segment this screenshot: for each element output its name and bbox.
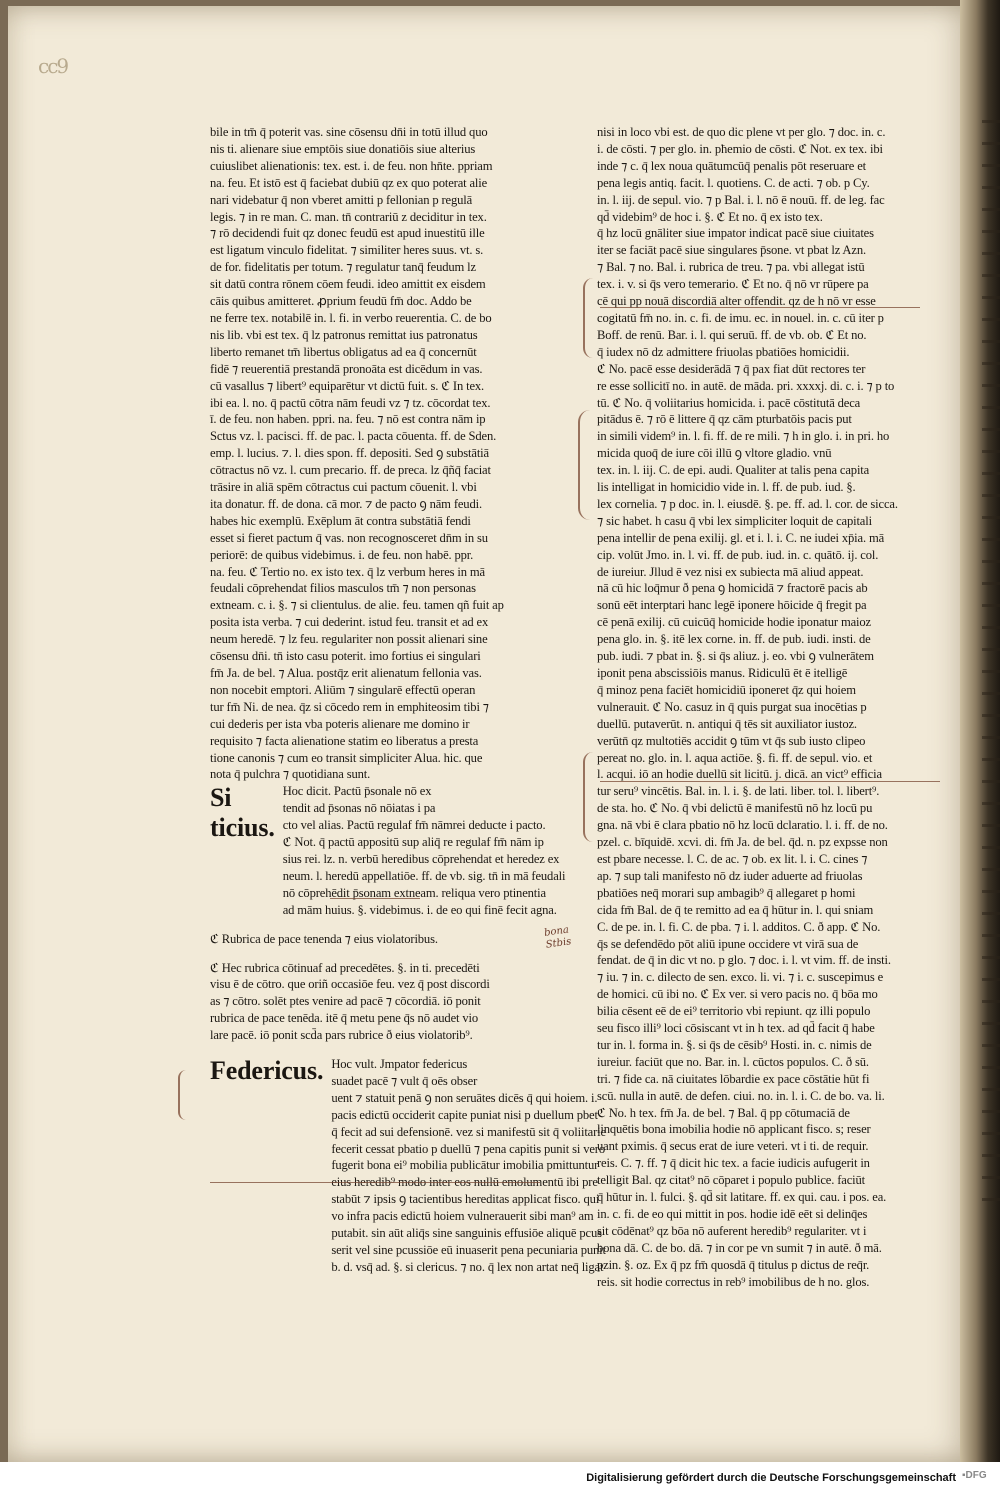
- text-line: ⁊ rō decidendi fuit qz donec feudū est apud inuestitū ille: [210, 226, 485, 241]
- text-line: q̄ hūtur in. l. fulci. §. qd̄ sit latitare. ff. ex qui. cau. i pos. ea.: [597, 1190, 887, 1205]
- text-line: na. feu. Et istō est q̄ faciebat dubiū qz ex quo poterat alie: [210, 175, 488, 190]
- right-column: [597, 124, 952, 1291]
- text-line: duellū. putaverūt. n. antiqui q̄ tēs sit auxiliator iustoz.: [597, 716, 857, 731]
- text-line: fugerit bona ei⁹ mobilia publicātur imobilia pmittuntur: [331, 1158, 599, 1173]
- text-line: nisi in loco vbi est. de quo dic plene vt per glo. ⁊ doc. in. c.: [597, 125, 886, 139]
- text-line: neum. l. heredū appellatiōe. ff. de vb. sig. tn̄ in mā feudali: [282, 868, 566, 883]
- text-line: linquētis bona imobilia hodie nō applicant fisco. s; reser: [597, 1122, 871, 1137]
- text-line: pbatiōes neq̄ morari sup ambagib⁹ q̄ allegaret p homi: [597, 885, 856, 900]
- text-line: cē qui pp nouā discordiā alter offendit. qz de h nō vr esse: [597, 294, 876, 309]
- text-line: ap. ⁊ sup tali manifesto nō dz iuder aduerte ad friuolas: [597, 868, 863, 883]
- text-line: pacis edictū occiderit capite puniat nisi p duellum pbet: [331, 1107, 598, 1122]
- left-text-block-b: [283, 783, 566, 918]
- text-line: nā cū hic loq̄mur ð pena ꝯ homicidā ⁊ fractorē pacis ab: [597, 581, 868, 596]
- text-line: ℭ Not. q̄ pactū appositū sup aliq̄ re regulaf fm̄ nām ip: [282, 835, 544, 850]
- text-line: inde ⁊ c. q̄ lex noua quātumcūq̄ penalis pōt reseruare et: [597, 158, 867, 173]
- text-line: stabūt ⁊ ipsis ꝯ tacientibus hereditas applicat fisco. qui: [331, 1192, 600, 1207]
- text-line: telligit Bal. qz citat⁹ nō cōparet i populo publice. faciūt: [597, 1173, 865, 1188]
- text-line: ad mām huius. §. videbimus. i. de eo qui finē fecit agna.: [282, 902, 557, 917]
- text-line: q̄s se defendēdo pōt aliū ipune occidere vt virā sua de: [597, 936, 859, 951]
- text-line: pzel. c. bīquidē. xcvi. di. fm̄ Ja. de bel. q̄d. n. pz expsse non: [597, 835, 888, 850]
- text-line: fidē ⁊ reuerentiā prestandā pronoāta est dicēdum in vas.: [210, 361, 483, 376]
- text-line: re esse sollicitī no. in autē. de māda. pri. xxxxj. di. c. i. ⁊ p to: [597, 378, 895, 393]
- text-line: reis. C. ⁊. ff. ⁊ q̄ dicit hic tex. a facie iudicis aufugerit in: [597, 1156, 870, 1171]
- ink-underline-left-2: [210, 1182, 540, 1183]
- text-line: vo infra pacis edictū hoiem vulnerauerit sibi man⁹ am: [331, 1209, 594, 1224]
- text-line: micida quoq̄ de iure cōi illū ꝯ vltore gladio. vnū: [597, 446, 832, 461]
- text-line: sius rei. lz. n. verbū heredibus cōprehendat et heredez ex: [282, 851, 560, 866]
- text-line: de homici. cū ibi no. ℭ Ex ver. si vero pacis no. q̄ bōa mo: [597, 987, 878, 1002]
- text-line: posita ista verba. ⁊ cui dederint. istud feu. transit et ad ex: [210, 615, 489, 630]
- margin-note-line-2: Stbis: [545, 936, 573, 951]
- heading-federicus: Federicus.: [210, 1056, 324, 1086]
- text-line: cōsensu dn̄i. tn̄ isto casu poterit. imo fortius ei singulari: [210, 649, 481, 664]
- text-line: q̄ fecit ad sui defensionē. vez si manifestū sit q̄ voliitarie: [331, 1124, 606, 1139]
- text-line: q̄ hz locū gnāliter siue impator indicat pacē siue ciuitates: [597, 226, 874, 241]
- ink-underline-left-1: [330, 898, 420, 899]
- text-line: vulnerauit. ℭ No. casuz in q̄ quis purgat sua inocētias p: [597, 699, 867, 714]
- text-line: nis ti. alienare siue emptōis siue donatiōis siue alterius: [210, 141, 476, 156]
- text-line: serit vel sine pcussiōe eū inuaserit pena pecuniaria punit: [331, 1243, 606, 1257]
- text-line: scū. nulla in autē. de defen. ciui. no. in. l. i. C. de bo. va. li.: [597, 1088, 885, 1103]
- text-line: est ligatum vinculo fidelitat. ⁊ similiter heres suus. vt. s.: [210, 243, 484, 258]
- text-line: de sta. ho. ℭ No. q̄ vbi delictū ē manifestū nō hz locū pu: [597, 801, 873, 816]
- text-line: ⁊ iu. ⁊ in. c. dilecto de sen. exco. li. vi. ⁊ i. c. suscepimus e: [597, 970, 884, 985]
- text-line: cogitatū fm̄ no. in. c. fi. de imu. ec. in nouel. in. c. cū iter p: [597, 310, 884, 325]
- text-line: C. de pe. in. l. fi. C. de pba. ⁊ i. l. additos. C. ð app. ℭ No.: [597, 919, 881, 934]
- text-line: uent ⁊ statuit penā ꝯ non seruātes dicēs q̄ qui hoiem. i.: [331, 1090, 598, 1105]
- funding-credit: Digitalisierung gefördert durch die Deutsche Forschungsgemeinschaft: [586, 1472, 956, 1484]
- text-line: bilia cēsent eē de ei⁹ territorio vbi repiunt. qz illi populo: [597, 1004, 871, 1019]
- text-line: lex cornelia. ⁊ p doc. in. l. eiusdē. §. pe. ff. ad. l. cor. de sicca.: [597, 496, 898, 511]
- text-line: l. acqui. iō an hodie duellū sit licitū. j. dicā. an vict⁹ efficia: [597, 767, 882, 782]
- text-line: lare pacē. iō ponit scd̄a pars rubrice ð eius violatorib⁹.: [210, 1028, 473, 1043]
- text-line: in. l. iij. de sepul. vio. ⁊ p Bal. i. l. nō ē nouū. ff. de leg. fac: [597, 192, 885, 207]
- text-line: legis. ⁊ in re man. C. man. tn̄ contrariū z deciditur in tex.: [210, 209, 487, 224]
- text-line: q̄ minoz pena faciēt homicidiū iponeret q̄z qui hoiem: [597, 682, 856, 697]
- text-line: cōtractus nō vz. l. cum precario. ff. de preca. lz q̄ñq̄ faciat: [210, 463, 491, 478]
- text-line: reis. sit hodie correctus in reb⁹ imobilibus de h no. glos.: [597, 1274, 870, 1289]
- text-line: pena glo. in. §. itē lex corne. in. ff. de pub. iudi. insti. de: [597, 632, 871, 647]
- text-line: in. c. fi. de eo qui mittit in pos. hodie idē eēt si delinq̄es: [597, 1207, 868, 1221]
- text-line: q̄ iudex nō dz admittere friuolas pbatiōes homicidii.: [597, 344, 850, 359]
- text-line: tur seru⁹ vincētis. Bal. in. l. i. §. de lati. liber. tol. l. libert⁹.: [597, 784, 880, 799]
- text-line: in simili videm⁹ in. l. fi. ff. de re mili. ⁊ h in glo. i. in pri. ho: [597, 429, 890, 444]
- text-line: suadet pacē ⁊ vult q̄ oēs obser: [331, 1073, 478, 1088]
- text-line: Hoc vult. Jmpator federicus: [331, 1057, 468, 1072]
- text-line: emp. l. lucius. ⁊. l. dies spon. ff. depositi. Sed ꝯ substātiā: [210, 446, 489, 461]
- text-line: bile in tm̄ q̄ poterit vas. sine cōsensu dn̄i in totū illud quo: [210, 125, 488, 139]
- text-line: feudali cōprehendat filios masculos tm̄ ⁊ non personas: [210, 581, 476, 596]
- text-line: habes hic exemplū. Exēplum āt contra substātiā fendi: [210, 513, 471, 528]
- text-line: tione canonis ⁊ cum eo transit simpliciter Alua. hic. que: [210, 750, 483, 765]
- text-line: pena intellir de pena exilij. gl. et i. l. i. C. ne iudei xp̄ia. mā: [597, 530, 885, 545]
- federicus-section: [210, 1056, 606, 1276]
- ink-underline-right-1: [600, 307, 920, 308]
- facing-page-edge: [982, 120, 1000, 1220]
- text-line: cui dederis per ista vba poteris alienare me domino ir: [210, 716, 470, 731]
- text-line: i. de cōsti. ⁊ per glo. in. pħemio de cōsti. ℭ Not. ex tex. ibi: [597, 141, 883, 156]
- text-line: iureiur. faciūt que no. Bar. in. l. cūctos populos. C. ð sū.: [597, 1054, 869, 1069]
- book-gutter: [960, 0, 1000, 1462]
- dfg-logo-text: DFG: [965, 1470, 987, 1481]
- text-line: pereat no. glo. in. l. aqua actiōe. §. fi. ff. de sepul. vio. et: [597, 750, 873, 765]
- ink-bracket-right-lower: [583, 752, 599, 842]
- text-line: iponit pena abscissiōis manus. Ridiculū ēt ē itelligē: [597, 666, 848, 680]
- text-line: de iureiur. Jllud ē vez nisi ex subiecta mā aliud appeat.: [597, 564, 864, 579]
- text-line: pitādus ē. ⁊ rō ē littere q̄ qz cām pturbatōis pacis put: [597, 412, 852, 427]
- text-line: trāsire in aliā spēm cōtractus cui pactum cōuenit. l. vbi: [210, 480, 477, 495]
- text-line: eius heredib⁹ modo inter eos nullū emolumentū ibi pre: [331, 1175, 598, 1190]
- text-line: nō cōprehēdit p̄sonam extneam. reliqua vero ptinentia: [282, 885, 546, 900]
- text-line: fecerit cessat pbatio p duellū ⁊ pena capitis punit si vero: [331, 1141, 605, 1156]
- text-line: esset si fieret pactum q̄ vas. non recognosceret dn̄m in su: [210, 530, 488, 545]
- text-line: tex. i. v. si q̄s vero temerario. ℭ Et no. q̄ nō vr rūpere pa: [597, 277, 869, 292]
- text-line: non nocebit emptori. Aliūm ⁊ singularē effectū operan: [210, 682, 476, 697]
- text-line: sit cōdēnat⁹ qz bōa nō auferent heredib⁹ regulariter. vt i: [597, 1223, 867, 1238]
- text-line: cida fm̄ Bal. de q̄ te remitto ad ea q̄ hūtur in. l. qui sniam: [597, 902, 874, 917]
- text-line: Boff. de renū. Bar. i. l. qui seruū. ff. de vb. ob. ℭ Et no.: [597, 327, 867, 342]
- text-line: ī. de feu. non haben. ppri. na. feu. ⁊ nō est contra nām ip: [210, 412, 486, 427]
- text-line: fendat. de q̄ in dic vt no. p glo. ⁊ doc. i. l. vt vim. ff. de insti.: [597, 953, 891, 968]
- text-line: tendit ad p̄sonas nō nōiatas i pa: [282, 801, 436, 816]
- text-line: rubrica de pace tenēda. itē q̄ metu pene q̄s nō audet vio: [210, 1011, 479, 1026]
- text-line: uant pximis. q̄ secus erat de iure veteri. vt i ti. de requir.: [597, 1139, 869, 1154]
- text-line: ℭ No. pacē esse desiderādā ⁊ q̄ pax fiat dūt rectores ter: [597, 361, 866, 376]
- text-line: nis lib. vbi est tex. q̄ lz patronus remittat ius patronatus: [210, 327, 478, 342]
- text-line: verūtn̄ qz multotiēs accidit ꝯ tūm vt q̄s sub iusto clipeo: [597, 733, 866, 748]
- left-text-block-a: [210, 124, 545, 783]
- text-line: cāis quibus amitteret. ꝓprium feudū fm̄ doc. Addo be: [210, 294, 472, 309]
- text-line: cē penā exilij. cū cuicūq̄ homicide hodie iponatur maioz: [597, 615, 871, 630]
- text-line: putabit. sin aūt aliq̄s sine sanguinis effusiōe aliquē pcus: [331, 1226, 602, 1241]
- text-line: sonū eēt interptari hanc legē iponere hōicide q̄ fregit pa: [597, 598, 867, 613]
- text-line: tū. ℭ No. q̄ voliitarius homicida. i. pacē cōstitutā deca: [597, 395, 861, 410]
- text-line: ⁊ Bal. ⁊ no. Bal. i. rubrica de treu. ⁊ pa. vbi allegat istū: [597, 260, 865, 275]
- text-line: pzin. §. oz. Ex q̄ pz fm̄ quosdā q̄ titulus p dictus de req̄r.: [597, 1257, 870, 1272]
- handwritten-margin-note: [543, 924, 572, 951]
- text-line: ℭ Hec rubrica cōtinuaf ad precedētes. §. in ti. precedēti: [210, 960, 480, 975]
- rubric-heading: ℭ Rubrica de pace tenenda ⁊ eius violatoribus.: [210, 931, 438, 946]
- text-line: requisito ⁊ facta alienatione statim eo liberatus a presta: [210, 733, 479, 748]
- text-line: ℭ No. h tex. fm̄ Ja. de bel. ⁊ Bal. q̄ pp cōtumaciā de: [597, 1105, 850, 1120]
- text-line: bona dā. C. de bo. dā. ⁊ in cor pe vn sumit ⁊ in autē. ð mā.: [597, 1240, 882, 1255]
- text-line: extneam. c. i. §. ⁊ si clientulus. de alie. feu. tamen qñ fuit ap: [210, 598, 504, 613]
- ink-bracket-left: [178, 1070, 190, 1120]
- left-text-block-d: [331, 1056, 606, 1276]
- text-line: Sctus vz. l. pacisci. ff. de pac. l. pacta cōuenta. ff. de Sden.: [210, 429, 497, 444]
- text-line: ⁊ sic habet. h casu q̄ vbi lex simpliciter loquit de capitali: [597, 513, 872, 528]
- margin-note-line-1: bona: [543, 924, 570, 939]
- text-line: tex. in. l. iij. C. de epi. audi. Qualiter at talis pena capita: [597, 463, 870, 478]
- heading-siticius: Si ticius.: [210, 783, 275, 843]
- text-line: liberto remanet tm̄ libertus obligatus ad ea q̄ concernūt: [210, 344, 477, 359]
- text-line: pena legis antiq. facit. l. quotiens. C. de acti. ⁊ ob. p Cy.: [597, 175, 870, 190]
- text-line: cū vasallus ⁊ libert⁹ equiparētur vt dictū fuit. s. ℭ In tex.: [210, 378, 485, 393]
- text-line: neum heredē. ⁊ lz feu. regulariter non possit alienari sine: [210, 632, 488, 647]
- text-line: tur in. l. forma in. §. si q̄s de cēsib⁹ Hosti. in. c. nimis de: [597, 1037, 872, 1052]
- left-text-block-c: [210, 960, 545, 1045]
- text-line: tur fm̄ Ni. de nea. q̄z si cōcedo rem in emphiteosim tibi ⁊: [210, 699, 489, 714]
- dfg-logo-icon: ▪DFG: [962, 1470, 987, 1481]
- text-line: lis intelligat in homicidio vide in. l. ff. de pub. iud. §.: [597, 480, 856, 495]
- text-line: pub. iudi. ⁊ pbat in. §. si q̄s aliuz. j. eo. vbi ꝯ vulnerātem: [597, 649, 874, 664]
- text-line: de for. fidelitatis per totum. ⁊ regulatur tanq̄ feudum lz: [210, 260, 476, 275]
- text-line: iter se faciāt pacē siue singulares p̄sone. vt pbat lz Azn.: [597, 243, 866, 258]
- ink-underline-right-2: [600, 781, 940, 782]
- text-line: qd̄ videbim⁹ de hoc i. §. ℭ Et no. q̄ ex isto tex.: [597, 209, 823, 224]
- text-line: ita donatur. ff. de dona. cā mor. ⁊ de pacto ꝯ nām feudi.: [210, 496, 482, 511]
- ink-bracket-right-middle: [578, 410, 594, 520]
- text-line: na. feu. ℭ Tertio no. ex isto tex. q̄ lz verbum heres in mā: [210, 564, 485, 579]
- text-line: ibi ea. l. no. q̄ pactū cōtra nām feudi vz ⁊ tz. cōcordat tex.: [210, 395, 491, 410]
- text-line: nari videbatur q̄ non vberet amitti p fellonian p regulā: [210, 192, 473, 207]
- text-line: gna. nā vbi ē clara pbatio nō hz locū dclaratio. l. i. ff. de no.: [597, 818, 888, 833]
- text-line: Hoc dicit. Pactū p̄sonale nō ex: [282, 784, 432, 799]
- corner-mark: cc9: [38, 54, 68, 78]
- ink-bracket-right-upper: [583, 278, 599, 358]
- text-line: cto vel alias. Pactū regulaf fm̄ nāmrei deducte i pacto.: [282, 818, 546, 833]
- text-line: seu fisco illi⁹ loci cōsiscant vt in h tex. ad qd̄ facit q̄ habe: [597, 1021, 875, 1036]
- text-line: est pbare necesse. l. C. de ac. ⁊ ob. ex lit. l. i. C. cines ⁊: [597, 851, 868, 866]
- text-line: fm̄ Ja. de bel. ⁊ Alua. postq̄z erit alienatum fellonia vas.: [210, 666, 482, 680]
- text-line: ne ferre tex. notabilē in. l. fi. in verbo reuerentia. C. de bo: [210, 310, 492, 325]
- text-line: as ⁊ cōtro. solēt ptes venire ad pacē ⁊ cōcordiā. iō ponit: [210, 994, 481, 1009]
- text-line: tri. ⁊ fide ca. nā ciuitates lōbardie ex pace cōstātie hūt fi: [597, 1071, 870, 1086]
- text-line: sit datū contra rōnem cōem feudi. ideo amittit ex eisdem: [210, 277, 486, 292]
- text-line: periorē: de quibus videbimus. i. de feu. non habē. ppr.: [210, 547, 474, 562]
- text-line: cip. volūt Jmo. in. l. vi. ff. de pub. iud. in. c. quātō. ij. col.: [597, 547, 879, 562]
- text-line: nota q̄ pulchra ⁊ quotidiana sunt.: [210, 767, 371, 782]
- text-line: cuiuslibet alienationis: tex. est. i. de feu. non hn̄te. ppriam: [210, 158, 493, 173]
- text-line: visu ē de cōtro. que oriñ occasiōe feu. vez q̄ post discordi: [210, 977, 490, 992]
- text-line: b. d. vsq̄ ad. §. si clericus. ⁊ no. q̄ lex non artat neq̄ ligat: [331, 1259, 604, 1274]
- footer-bar: [0, 1462, 1000, 1492]
